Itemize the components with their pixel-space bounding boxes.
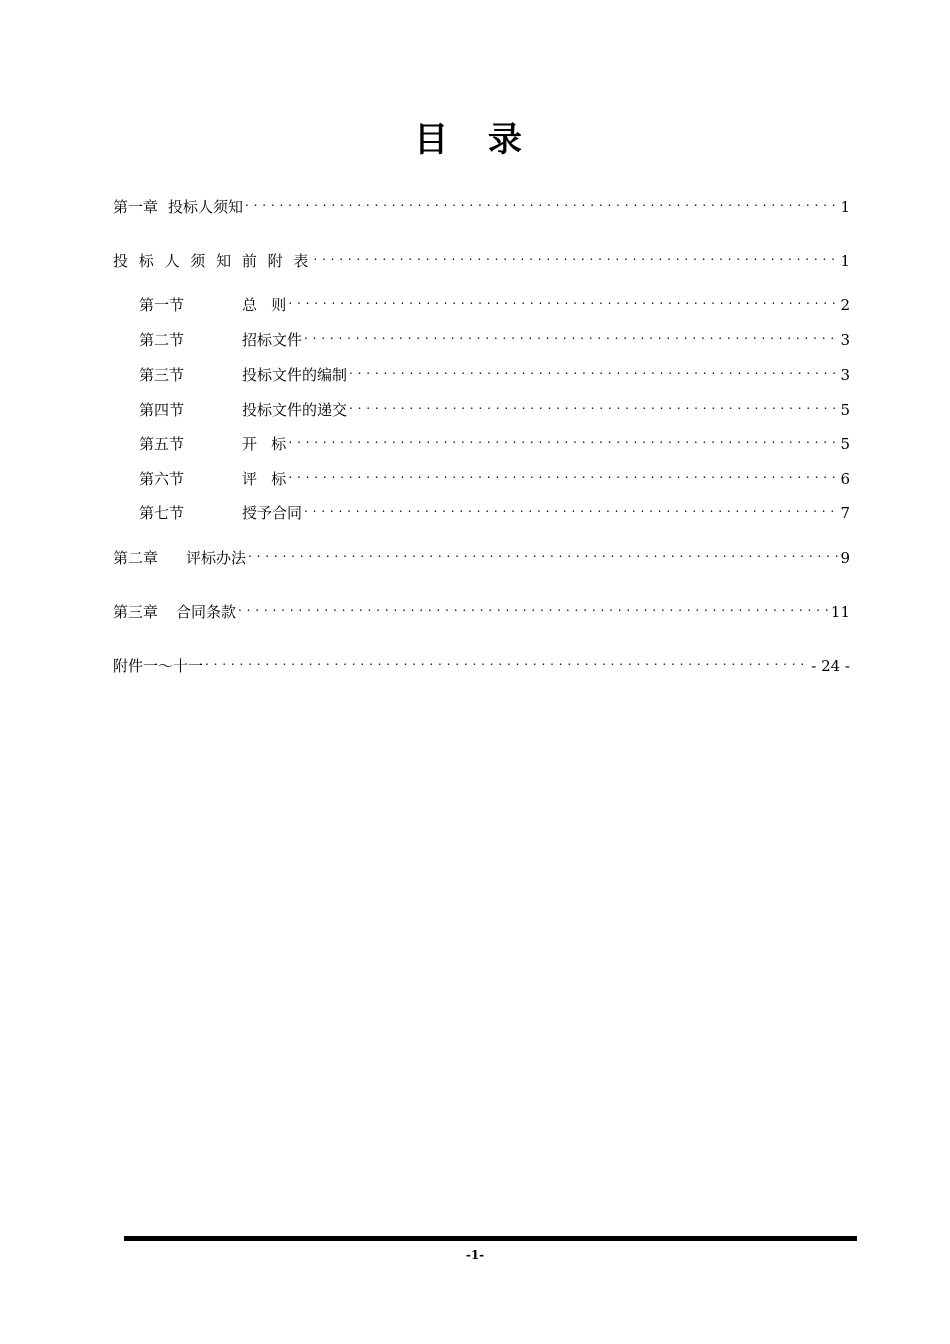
toc-page-number: 5 xyxy=(840,435,850,453)
toc-page-number: 11 xyxy=(830,603,850,621)
toc-entry-chapter-3[interactable] xyxy=(113,597,850,622)
dot-leader xyxy=(304,325,838,345)
toc-page-number: 9 xyxy=(840,549,850,567)
toc-entry-label: 投标文件的编制 xyxy=(242,366,348,384)
toc-entry-label: 开 标 xyxy=(242,435,287,453)
footer-rule xyxy=(124,1236,857,1241)
toc-entry-label: 评标办法 xyxy=(186,549,247,567)
toc-page-number: 3 xyxy=(840,331,850,349)
toc-page-number: 7 xyxy=(840,504,850,522)
toc-chapter-number: 第三章 xyxy=(113,603,159,621)
toc-page-number: - 24 - xyxy=(811,657,850,675)
document-title: 目 录 xyxy=(414,120,536,160)
toc-entry-section-4[interactable] xyxy=(139,395,850,420)
toc-page-number: 2 xyxy=(840,296,850,314)
dot-leader xyxy=(349,395,838,415)
toc-chapter-number: 第一章 xyxy=(113,198,159,216)
toc-entry-label: 合同条款 xyxy=(176,603,237,621)
dot-leader xyxy=(288,464,838,484)
toc-entry-label: 投标人须知 xyxy=(168,198,244,216)
toc-entry-label: 评 标 xyxy=(242,470,287,488)
dot-leader xyxy=(248,543,838,563)
toc-page-number: 6 xyxy=(840,470,850,488)
toc-section-number: 第二节 xyxy=(139,331,185,349)
toc-chapter-number: 第二章 xyxy=(113,549,159,567)
toc-entry-appendix-table[interactable] xyxy=(113,246,850,271)
dot-leader xyxy=(245,192,838,212)
toc-section-number: 第七节 xyxy=(139,504,185,522)
dot-leader xyxy=(313,246,838,266)
dot-leader xyxy=(238,597,829,617)
toc-entry-section-6[interactable] xyxy=(139,464,850,489)
toc-entry-section-3[interactable] xyxy=(139,360,850,385)
dot-leader xyxy=(349,360,838,380)
toc-section-number: 第一节 xyxy=(139,296,185,314)
toc-entry-label: 投标文件的递交 xyxy=(242,401,348,419)
toc-entry-section-5[interactable] xyxy=(139,429,850,454)
toc-entry-section-7[interactable] xyxy=(139,498,850,523)
footer-page-number: -1- xyxy=(465,1248,485,1262)
toc-entry-section-2[interactable] xyxy=(139,325,850,350)
toc-section-number: 第三节 xyxy=(139,366,185,384)
toc-entry-label: 总 则 xyxy=(242,296,287,314)
toc-page-number: 5 xyxy=(840,401,850,419)
toc-entry-chapter-2[interactable] xyxy=(113,543,850,568)
toc-entry-section-1[interactable] xyxy=(139,290,850,315)
toc-entry-label: 招标文件 xyxy=(242,331,303,349)
dot-leader xyxy=(304,498,838,518)
toc-page-number: 1 xyxy=(840,198,850,216)
toc-entry-label: 附件一～十一 xyxy=(113,657,204,675)
toc-section-number: 第四节 xyxy=(139,401,185,419)
toc-entry-label: 投 标 人 须 知 前 附 表 xyxy=(113,252,312,270)
toc-entry-label: 授予合同 xyxy=(242,504,303,522)
dot-leader xyxy=(205,651,809,671)
toc-section-number: 第六节 xyxy=(139,470,185,488)
dot-leader xyxy=(288,290,838,310)
toc-page-number: 1 xyxy=(840,252,850,270)
toc-entry-chapter-1[interactable] xyxy=(113,192,850,217)
toc-entry-attachments[interactable] xyxy=(113,651,850,676)
dot-leader xyxy=(288,429,838,449)
toc-section-number: 第五节 xyxy=(139,435,185,453)
toc-page-number: 3 xyxy=(840,366,850,384)
